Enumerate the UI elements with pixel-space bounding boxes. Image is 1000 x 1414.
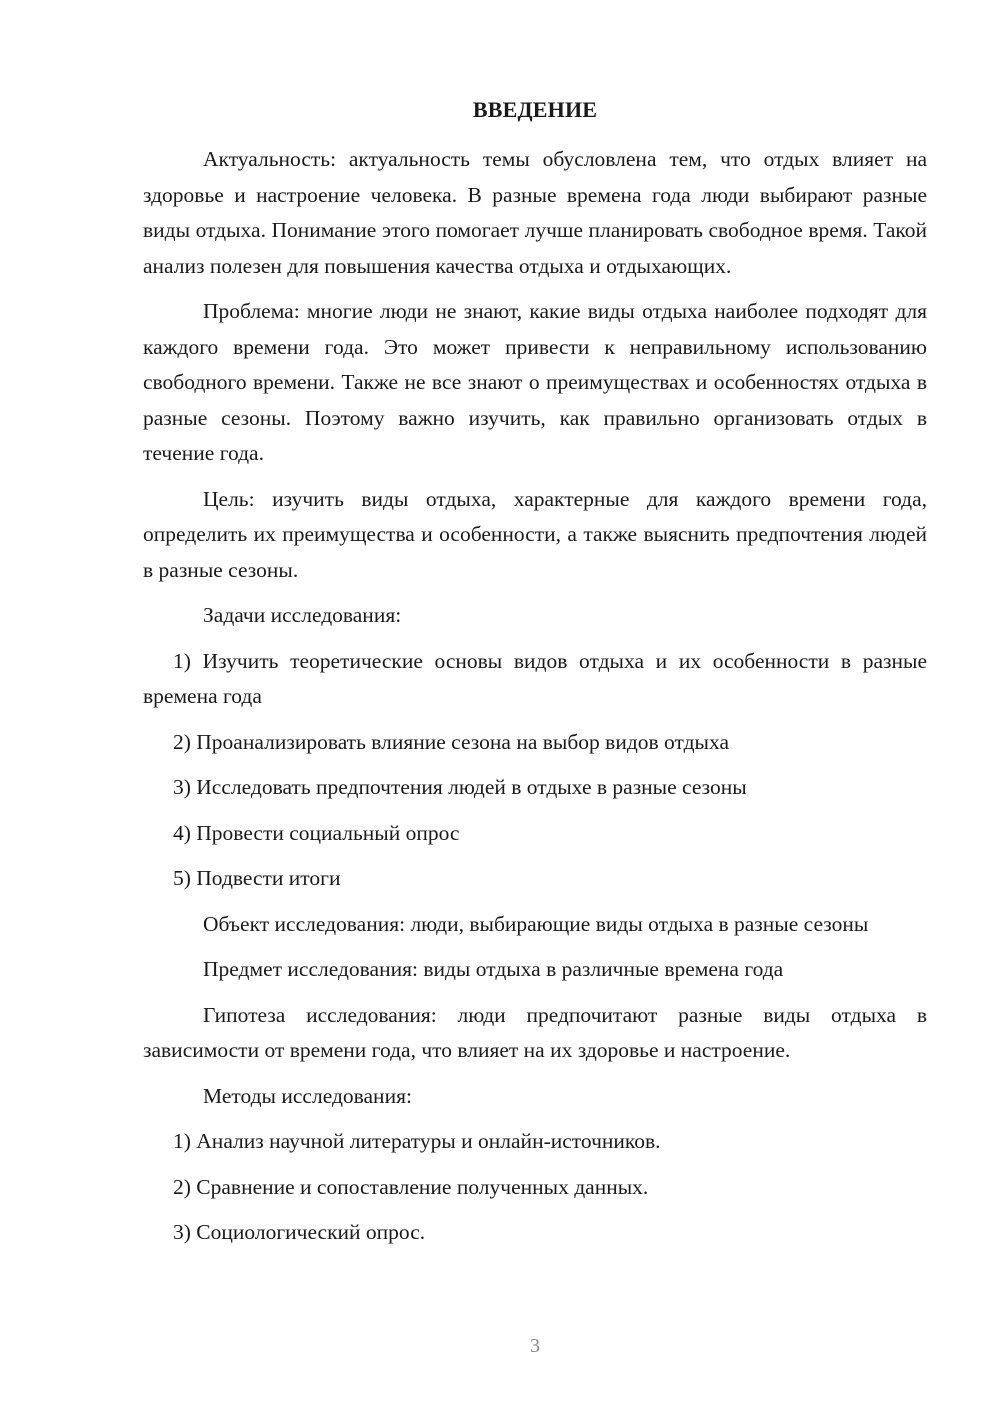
paragraph-problem: Проблема: многие люди не знают, какие виды отдыха наиболее подходят для каждого времени года. Это может привести к неправильному использованию свободного времени. Также не все знают о преимуществах и особенностях отдыха в разные сезоны. Поэтому важно изучить, как правильно организовать отдых в течение года. — [143, 299, 927, 465]
methods-heading: Методы исследования: — [203, 1083, 412, 1108]
method-item-3: 3) Социологический опрос. — [173, 1220, 426, 1244]
paragraph-object: Объект исследования: люди, выбирающие виды отдыха в разные сезоны — [203, 911, 869, 936]
page-title: ВВЕДЕНИЕ — [472, 97, 598, 122]
page-number: 3 — [530, 1335, 540, 1357]
task-item-2: 2) Проанализировать влияние сезона на выбор видов отдыха — [173, 729, 730, 754]
task-item-4: 4) Провести социальный опрос — [173, 820, 460, 845]
method-item-2: 2) Сравнение и сопоставление полученных данных. — [173, 1174, 649, 1199]
paragraph-relevance: Актуальность: актуальность темы обусловлена тем, что отдых влияет на здоровье и настроение человека. В разные времена года люди выбирают разные виды отдыха. Понимание этого помогает лучше планировать свободное время. Такой анализ полезен для повышения качества отдыха и отдыхающих. — [143, 147, 927, 278]
document-body — [143, 142, 927, 1261]
paragraph-goal: Цель: изучить виды отдыха, характерные для каждого времени года, определить их преимущества и особенности, а также выяснить предпочтения людей в разные сезоны. — [143, 486, 927, 582]
task-item-3: 3) Исследовать предпочтения людей в отдыхе в разные сезоны — [173, 775, 747, 799]
task-item-1: 1) Изучить теоретические основы видов отдыха и их особенности в разные времена года — [143, 648, 927, 708]
paragraph-hypothesis: Гипотеза исследования: люди предпочитают разные виды отдыха в зависимости от времени года, что влияет на их здоровье и настроение. — [143, 1002, 927, 1062]
method-item-1: 1) Анализ научной литературы и онлайн-источников. — [173, 1129, 661, 1153]
paragraph-subject: Предмет исследования: виды отдыха в различные времена года — [203, 957, 784, 981]
task-item-5: 5) Подвести итоги — [173, 866, 341, 890]
tasks-heading: Задачи исследования: — [203, 603, 402, 627]
